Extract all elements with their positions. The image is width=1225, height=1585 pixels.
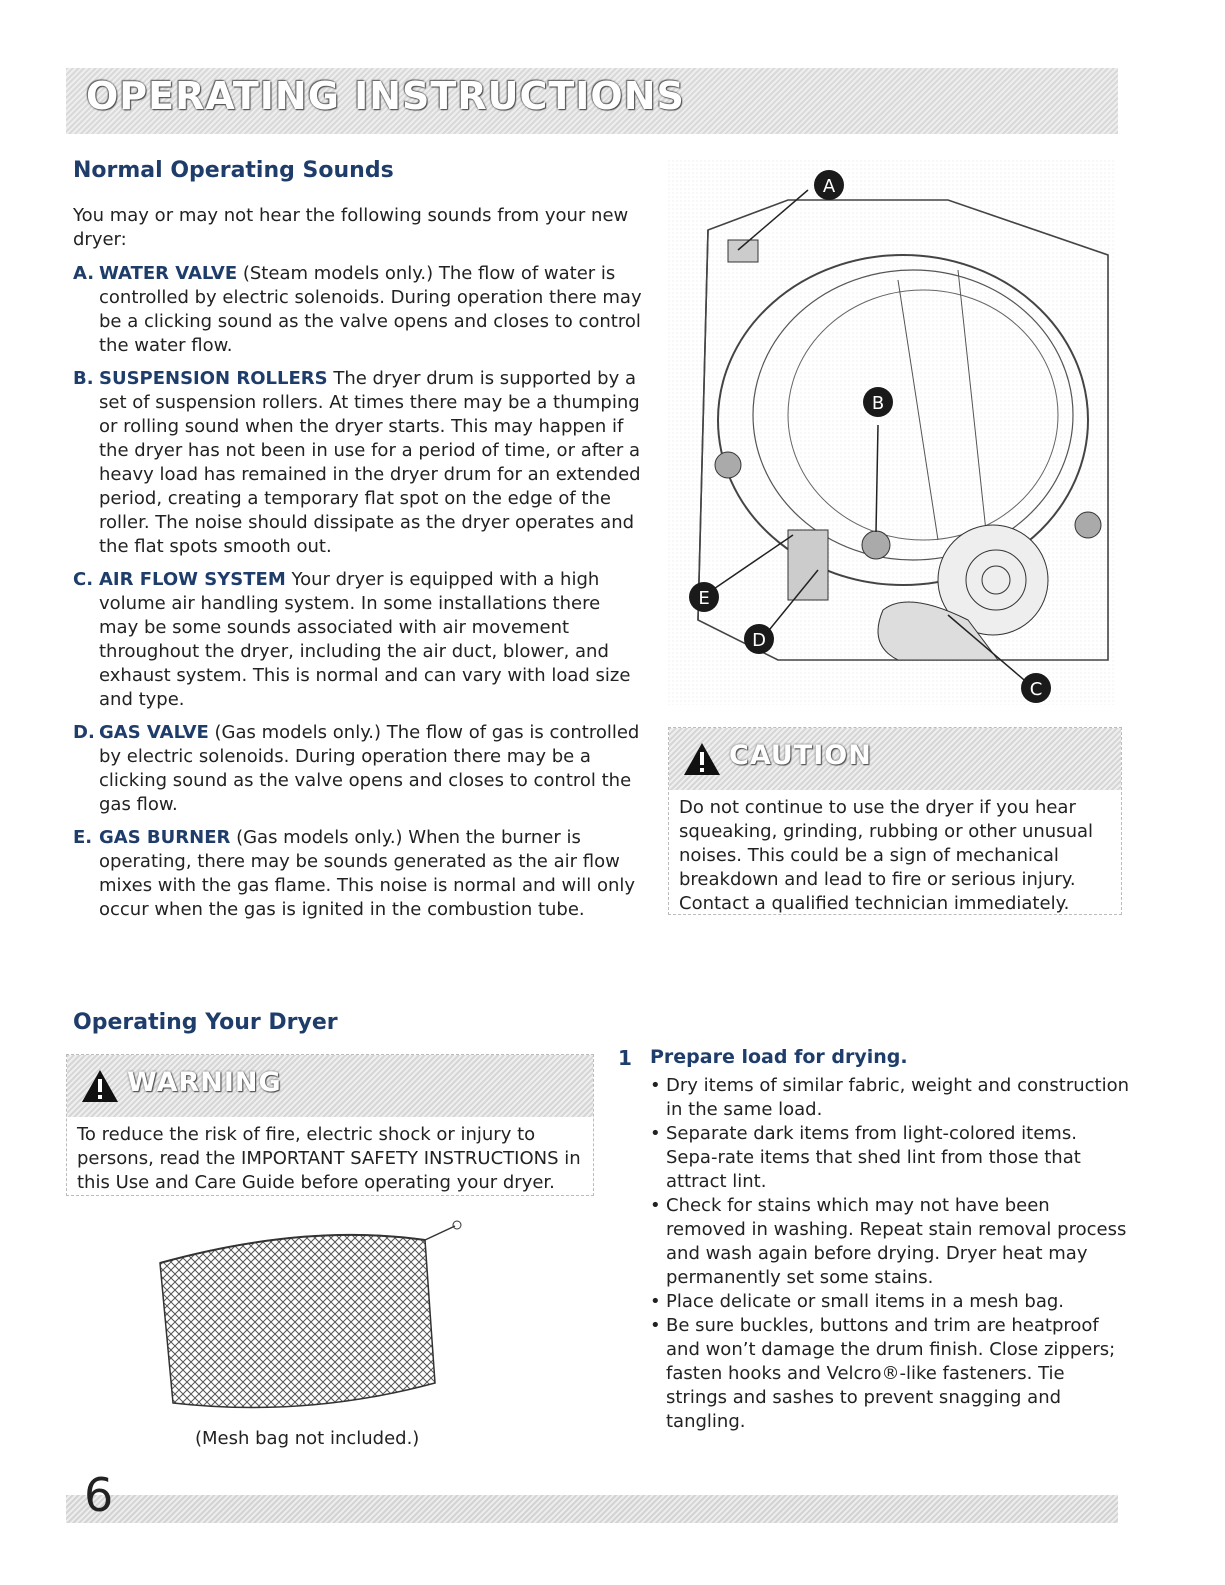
section-heading-normal-sounds: Normal Operating Sounds (73, 158, 394, 183)
sound-item (73, 568, 643, 712)
list-item: • Be sure buckles, buttons and trim are heatproof and won’t damage the drum finish. Close zippers; fasten hooks and Velcro®-like fasteners. Tie strings and sashes to prevent snagging and tangling. (650, 1314, 1130, 1434)
sounds-list (73, 262, 643, 931)
svg-text:A: A (822, 176, 836, 197)
callout-d-icon (744, 624, 774, 654)
step-bullets (650, 1074, 1130, 1434)
step-title: Prepare load for drying. (650, 1046, 908, 1068)
sound-item-text: Your dryer is equipped with a high volume air handling system. In some installations there may be some sounds associated with air movement throughout the dryer, including the air duct, blower, and exhaust system. This is normal and can vary with load size and type. (99, 569, 631, 710)
sound-item-text: (Gas models only.) When the burner is operating, there may be sounds generated as the air flow mixes with the gas flame. This noise is normal and will only occur when the gas is ignited in the combustion tube. (99, 827, 636, 920)
sound-item (73, 367, 643, 559)
caution-header (669, 728, 1121, 790)
page-title: OPERATING INSTRUCTIONS (86, 74, 685, 118)
callout-a-icon (814, 170, 844, 200)
sound-item-text: (Gas models only.) The flow of gas is controlled by electric solenoids. During operation there may be a clicking sound as the valve opens and closes to control the gas flow. (99, 722, 640, 815)
section-heading-operating: Operating Your Dryer (73, 1010, 338, 1035)
svg-text:D: D (752, 630, 766, 651)
warning-text: To reduce the risk of fire, electric shock or injury to persons, read the IMPORTANT SAFETY INSTRUCTIONS in this Use and Care Guide before operating your dryer. (77, 1124, 581, 1193)
sound-item-term: SUSPENSION ROLLERS (99, 368, 328, 389)
warning-triangle-icon (683, 742, 721, 776)
sound-item (73, 262, 643, 358)
sound-item-term: AIR FLOW SYSTEM (99, 569, 286, 590)
mesh-bag-caption: (Mesh bag not included.) (195, 1428, 420, 1449)
sound-item-text: (Steam models only.) The flow of water is controlled by electric solenoids. During operation there may be a clicking sound as the valve opens and closes to control the water flow. (99, 263, 642, 356)
list-item: • Separate dark items from light-colored items. Sepa-rate items that shed lint from those that attract lint. (650, 1122, 1130, 1194)
callout-e-icon (689, 582, 719, 612)
page-number: 6 (84, 1468, 114, 1522)
list-item: • Place delicate or small items in a mesh bag. (650, 1290, 1130, 1314)
sound-item (73, 721, 643, 817)
warning-box (66, 1054, 594, 1196)
mesh-bag-illustration (155, 1218, 465, 1423)
dryer-illustration (668, 160, 1116, 705)
sound-item-term: GAS VALVE (99, 722, 209, 743)
warning-triangle-icon (81, 1069, 119, 1103)
sound-item-letter: C. (73, 569, 94, 590)
list-item: • Dry items of similar fabric, weight and construction in the same load. (650, 1074, 1130, 1122)
sound-item-letter: A. (73, 263, 95, 284)
sound-item-term: WATER VALVE (99, 263, 238, 284)
sound-item-text: The dryer drum is supported by a set of suspension rollers. At times there may be a thumping or rolling sound when the dryer starts. This may happen if the dryer has not been in use for a period of time, or after a heavy load has remained in the dryer drum for an extended period, creating a temporary flat spot on the edge of the roller. The noise should dissipate as the dryer operates and the flat spots smooth out. (99, 368, 641, 557)
warning-header (67, 1055, 593, 1117)
sound-item (73, 826, 643, 922)
caution-box (668, 727, 1122, 915)
svg-text:B: B (871, 393, 885, 414)
footer-bar (66, 1495, 1118, 1523)
svg-text:C: C (1029, 679, 1043, 700)
list-item: • Check for stains which may not have been removed in washing. Repeat stain removal process and wash again before drying. Dryer heat may permanently set some stains. (650, 1194, 1130, 1290)
caution-heading: CAUTION (729, 740, 872, 771)
sound-item-letter: E. (73, 827, 93, 848)
warning-heading: WARNING (127, 1067, 282, 1098)
sound-item-letter: D. (73, 722, 95, 743)
svg-text:E: E (698, 588, 710, 609)
step-number: 1 (618, 1046, 632, 1070)
sounds-intro: You may or may not hear the following sounds from your new dryer: (73, 205, 629, 250)
callout-c-icon (1021, 673, 1051, 703)
sound-item-term: GAS BURNER (99, 827, 231, 848)
callout-b-icon (863, 387, 893, 417)
caution-text: Do not continue to use the dryer if you hear squeaking, grinding, rubbing or other unusual noises. This could be a sign of mechanical breakdown and lead to fire or serious injury. Contact a qualified technician immediately. (679, 797, 1094, 914)
header-banner (66, 68, 1118, 134)
sound-item-letter: B. (73, 368, 94, 389)
